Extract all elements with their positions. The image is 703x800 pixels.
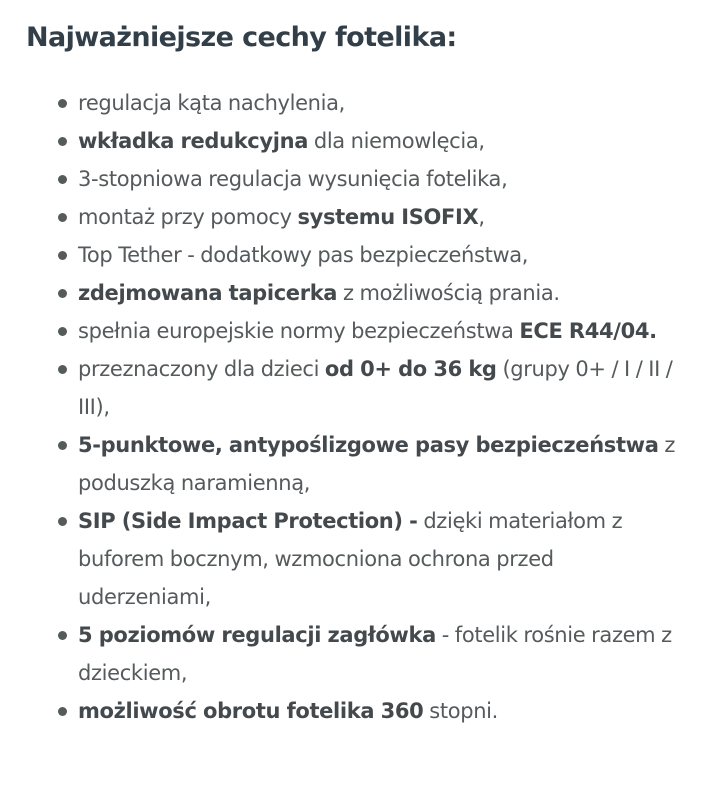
features-heading: Najważniejsze cechy fotelika: <box>26 22 457 53</box>
feature-text: z możliwością prania. <box>337 281 560 305</box>
feature-text: dla niemowlęcia, <box>308 129 485 153</box>
list-item <box>78 616 688 692</box>
list-item <box>78 426 688 502</box>
feature-text: - fotelik rośnie razem z dzieckiem, <box>78 623 672 685</box>
feature-highlight: 5 poziomów regulacji zagłówka <box>78 623 436 647</box>
feature-highlight: wkładka redukcyjna <box>78 129 309 153</box>
feature-text: Top Tether - dodatkowy pas bezpieczeństwa, <box>78 243 529 267</box>
list-item <box>78 502 688 616</box>
feature-text: spełnia europejskie normy bezpieczeństwa <box>78 319 520 343</box>
list-item <box>78 84 688 122</box>
features-list <box>78 84 688 730</box>
feature-text: , <box>478 205 485 229</box>
feature-highlight: od 0+ do 36 kg <box>324 357 497 381</box>
list-item <box>78 350 688 426</box>
list-item <box>78 160 688 198</box>
feature-text: regulacja kąta nachylenia, <box>78 91 345 115</box>
list-item <box>78 274 688 312</box>
feature-text: montaż przy pomocy <box>78 205 298 229</box>
feature-highlight: ECE R44/04. <box>519 319 657 343</box>
feature-highlight: 5-punktowe, antypoślizgowe pasy bezpieczeństwa <box>78 433 659 457</box>
feature-text: stopni. <box>423 699 498 723</box>
feature-text: dzięki materiałom z buforem bocznym, wzmocniona ochrona przed uderzeniami, <box>78 509 623 609</box>
feature-text: (grupy 0+ / I / II / III), <box>78 357 673 419</box>
feature-text: przeznaczony dla dzieci <box>78 357 325 381</box>
list-item <box>78 236 688 274</box>
feature-highlight: systemu ISOFIX <box>297 205 479 229</box>
list-item <box>78 692 688 730</box>
feature-text: 3-stopniowa regulacja wysunięcia fotelika, <box>78 167 508 191</box>
list-item <box>78 198 688 236</box>
list-item <box>78 122 688 160</box>
feature-highlight: zdejmowana tapicerka <box>78 281 338 305</box>
feature-highlight: SIP (Side Impact Protection) - <box>78 509 418 533</box>
list-item <box>78 312 688 350</box>
feature-highlight: możliwość obrotu fotelika 360 <box>78 699 424 723</box>
feature-text: z poduszką naramienną, <box>78 433 676 495</box>
